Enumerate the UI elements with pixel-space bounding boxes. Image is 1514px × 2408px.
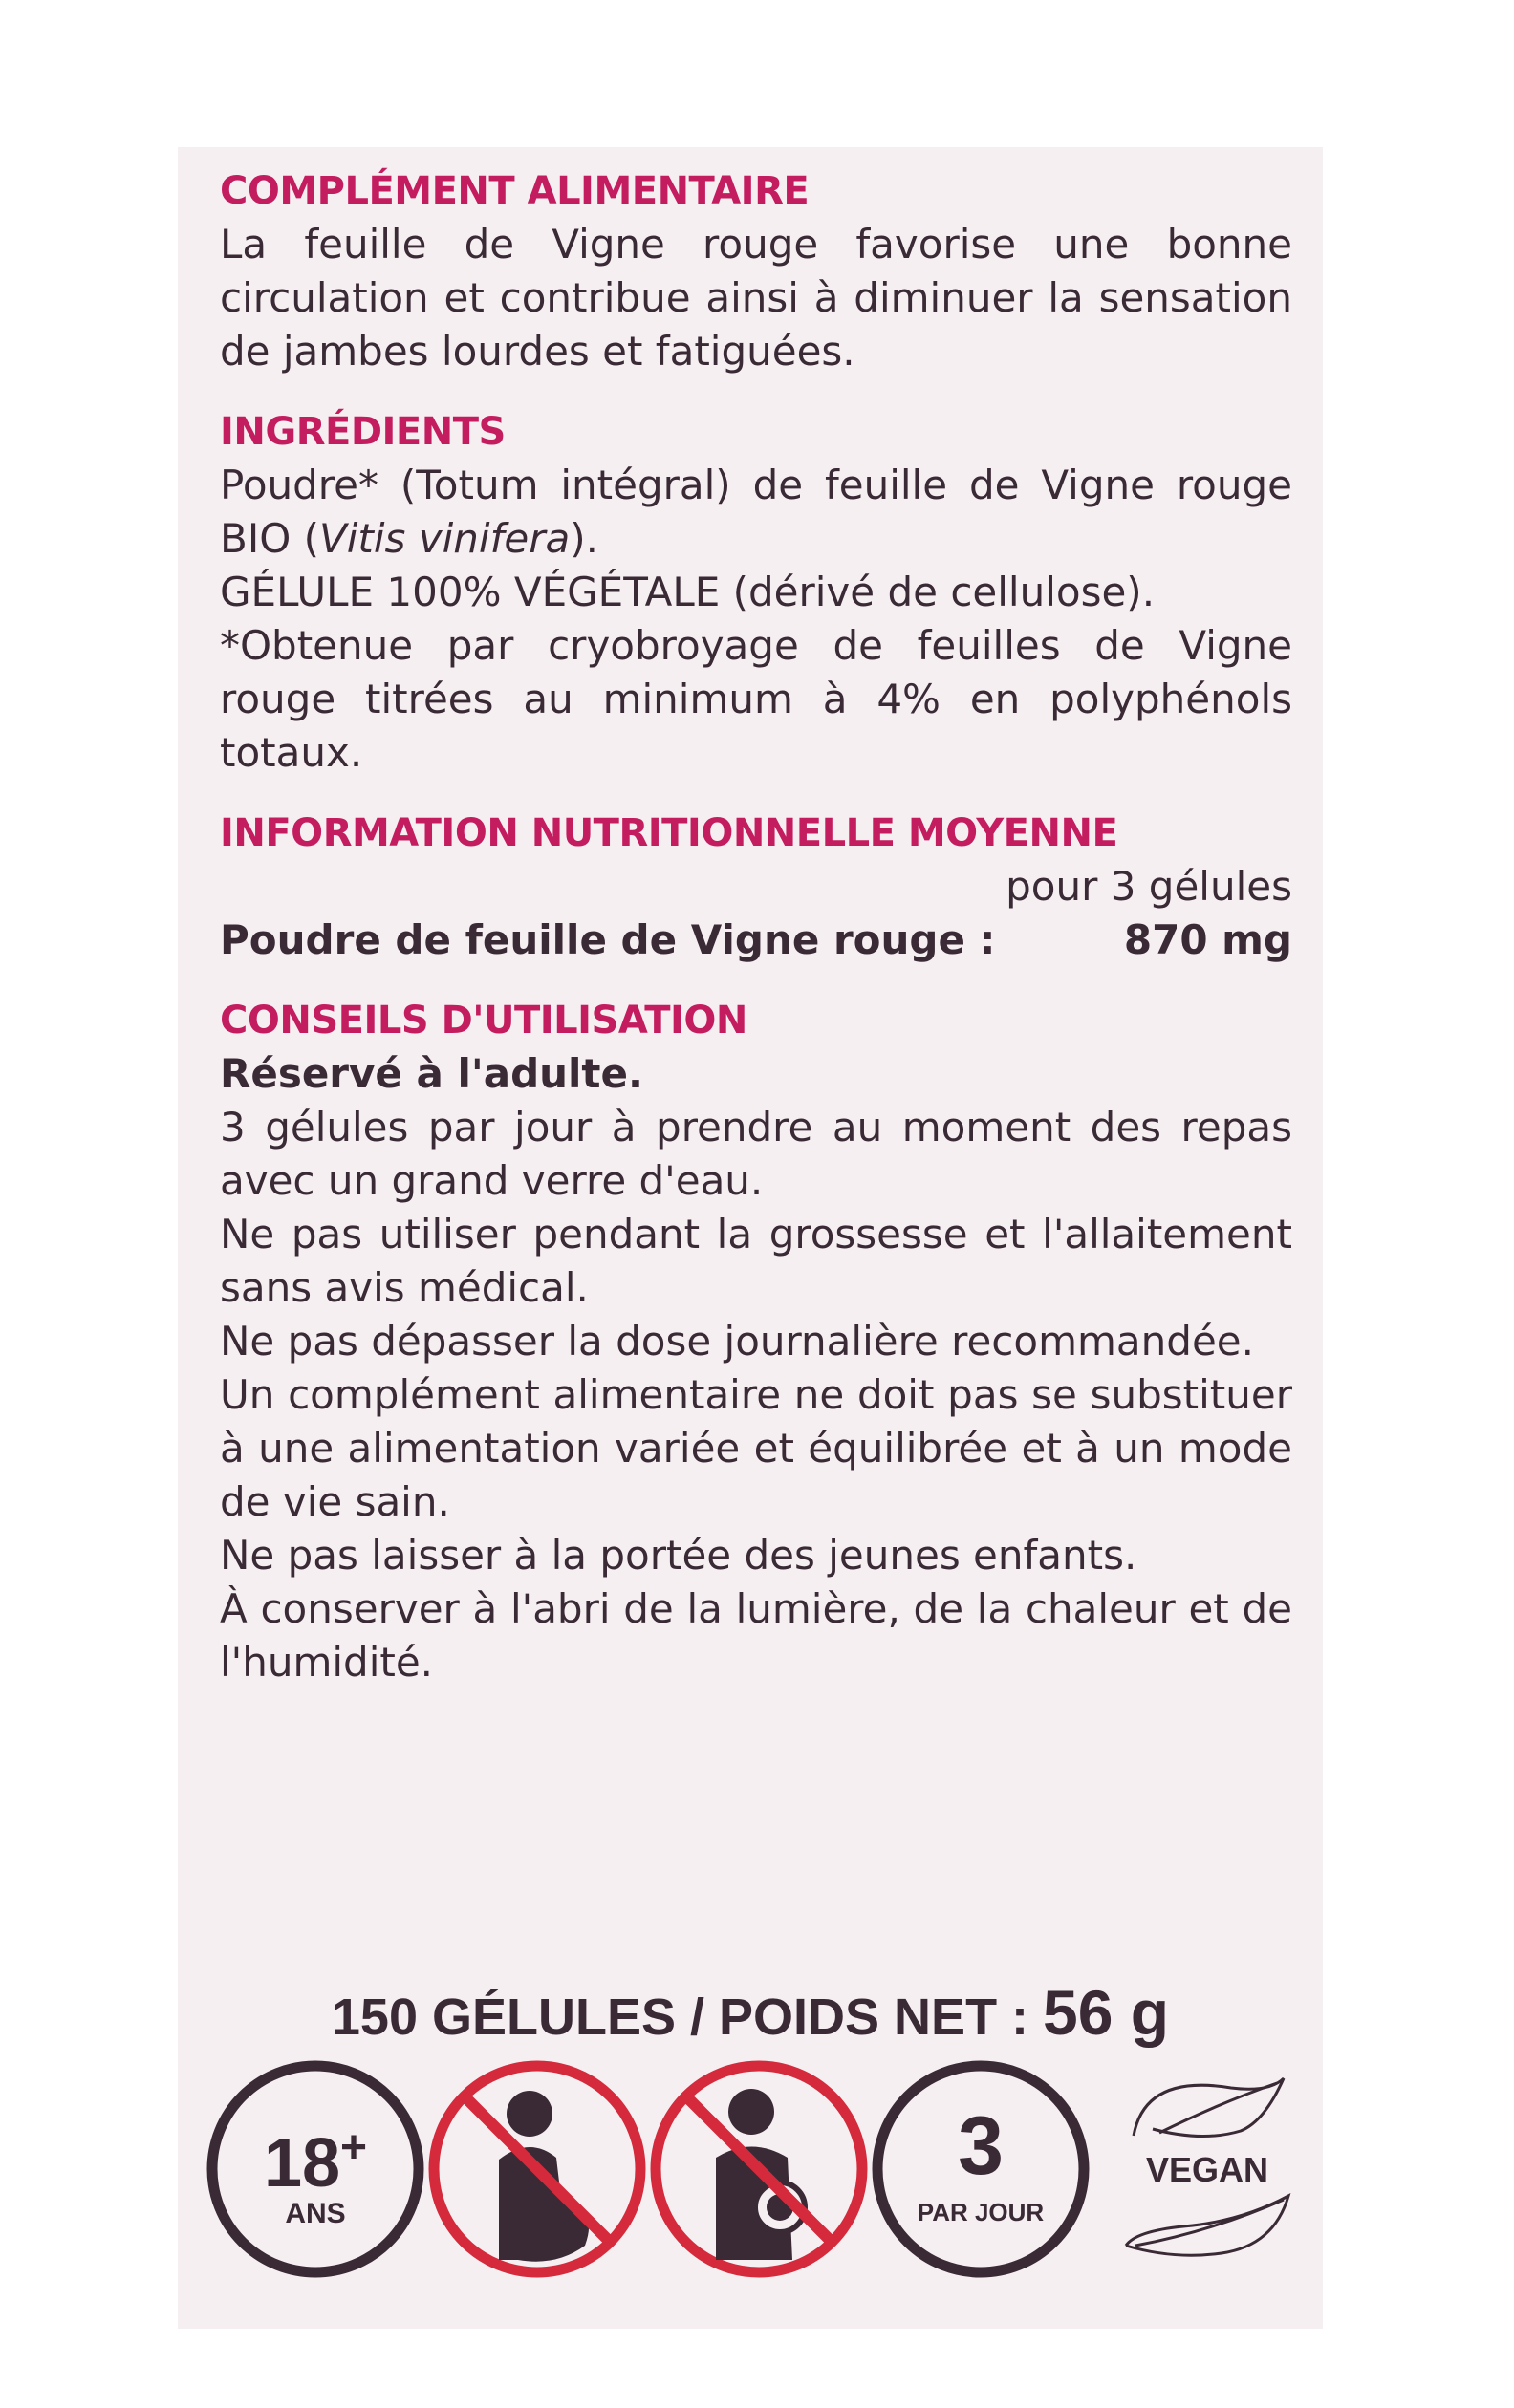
nutrition-item: Poudre de feuille de Vigne rouge : [220, 916, 996, 963]
nutrition-value: 870 mg [1123, 916, 1292, 963]
ingredients-line1-end: ). [570, 515, 598, 562]
complement-text: La feuille de Vigne rouge favorise une bonne circulation et contribue ainsi à diminuer la sensation de jambes lourdes et fatiguées. [220, 221, 1292, 375]
complement-heading: COMPLÉMENT ALIMENTAIRE [220, 169, 810, 213]
dose-label: PAR JOUR [917, 2198, 1045, 2226]
age-label: ANS [285, 2198, 346, 2229]
usage-dose: 3 gélules par jour à prendre au moment des repas avec un grand verre d'eau. [220, 1104, 1292, 1204]
usage-children: Ne pas laisser à la portée des jeunes enfants. [220, 1532, 1137, 1579]
usage-pregnancy: Ne pas utiliser pendant la grossesse et l'allaitement sans avis médical. [220, 1211, 1292, 1311]
usage-disclaimer: Un complément alimentaire ne doit pas se substituer à une alimentation variée et équilibrée et à un mode de vie sain. [220, 1371, 1292, 1525]
nutrition-per: pour 3 gélules [1006, 863, 1292, 910]
ingredients-line1-text: Poudre* (Totum intégral) de feuille de Vigne rouge BIO ( [220, 462, 1292, 562]
adult-only-icon [201, 2054, 430, 2284]
section-ingredients [220, 405, 1292, 780]
usage-max-dose: Ne pas dépasser la dose journalière recommandée. [220, 1318, 1254, 1365]
usage-storage: À conserver à l'abri de la lumière, de la chaleur et de l'humidité. [220, 1585, 1292, 1686]
age-plus: + [340, 2122, 368, 2173]
net-weight [178, 1976, 1323, 2049]
nutrition-heading: INFORMATION NUTRITIONNELLE MOYENNE [220, 811, 1118, 855]
section-usage [220, 994, 1292, 1689]
vegan-label: VEGAN [1145, 2150, 1269, 2189]
section-complement [220, 164, 1292, 378]
no-pregnancy-icon [422, 2054, 652, 2284]
nutrition-row [220, 914, 1292, 967]
daily-dose-icon [866, 2054, 1095, 2284]
dose-number: 3 [958, 2100, 1004, 2192]
section-nutrition [220, 806, 1292, 967]
capsule-count: 150 GÉLULES / POIDS NET : [331, 1989, 1044, 2046]
ingredients-line3: *Obtenue par cryobroyage de feuilles de Vigne rouge titrées au minimum à 4% en polyphénols totaux. [220, 622, 1292, 776]
ingredients-latin-name: Vitis vinifera [319, 515, 571, 562]
ingredients-line2: GÉLULE 100% VÉGÉTALE (dérivé de cellulose). [220, 569, 1156, 615]
vegan-icon [1107, 2054, 1308, 2284]
pictogram-row [201, 2054, 1309, 2293]
usage-adult: Réservé à l'adulte. [220, 1050, 643, 1097]
usage-heading: CONSEILS D'UTILISATION [220, 999, 747, 1043]
ingredients-heading: INGRÉDIENTS [220, 410, 506, 454]
ingredients-line1 [220, 459, 1292, 566]
weight-value: 56 g [1043, 1977, 1170, 2048]
label-content [220, 164, 1292, 1716]
age-number: 18 [263, 2125, 341, 2202]
no-breastfeeding-icon [644, 2054, 874, 2284]
